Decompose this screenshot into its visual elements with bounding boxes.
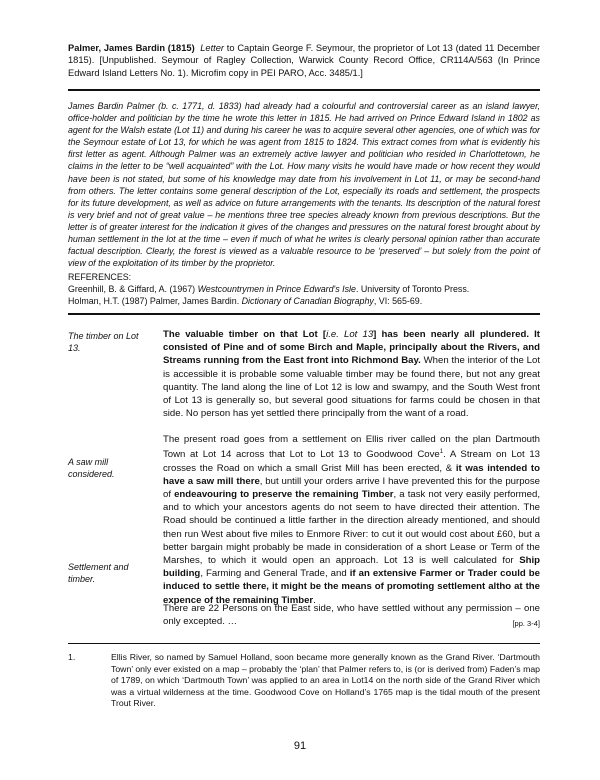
footnote-number: 1. [68,652,76,662]
margin-note-saw-mill: A saw mill considered. [68,457,115,480]
header-description: to Captain George F. Seymour, the proprietor of Lot 13 (dated 11 December 1815). [Unpublished. Seymour of Ragley Collection, Warwick County Record Office, CR114A/563 (In Prince Edward Island Letters No. 1). Microfim copy in PEI PARO, Acc. 3485/1.] [68,43,541,78]
paragraph-timber: The valuable timber on that Lot [i.e. Lot 13] has been nearly all plundered. It consisted of Pine and of some Birch and Maple, principally about the Rivers, and Streams running from the East front into Richmond Bay. When the interior of the Lot is accessible it is probable some valuable timber may be found there, but not any great quantity. The land along the line of Lot 12 is low and swampy, and the South West front of Lot 13 is generally so, but several good situations for farms could be chosen in that side. No person has yet settled there principally from the want of a road. [163,329,540,420]
page-number: 91 [293,740,307,752]
document-header [68,42,540,79]
margin-note-settlement: Settlement and timber. [68,562,129,585]
intro-paragraph: James Bardin Palmer (b. c. 1771, d. 1833) had already had a colourful and controversial career as an island lawyer, office-holder and politician by the time he wrote this letter in 1815. He had arrived on Prince Edward Island in 1802 as agent for the Walsh estate (Lot 11) and during his career he was to acquire several other agencies, one of which was for the Seymour estate of Lot 13, for which he was agent from 1815 to 1824. This extract comes from what is evidently his first letter as agent. Although Palmer was an extremely active lawyer and politician who resided in Charlottetown, he claims in the letter to be “well acquainted” with the Lot. How many visits he would have made or how recent they would have been is not stated, but some of his knowledge may date from his involvement in Lot 11, or may be second-hand from others. The letter contains some general description of the Lot, especially its roads and settlement, the prospects for its future development, as well as advice on future arrangements with the tenants. Its description of the natural forest is very brief and not of great value – he mentions three tree species already known from previous descriptions. But the letter is of greater interest for the indication it gives of the changes and pressures on the natural forest brought about by human settlement in the lot at the time – even if much of what he writes is clearly personal opinion rather than accurate factual description. Clearly, the forest is viewed as a valuable resource to be ‘preserved’ – but solely from the point of view of the exploitation of its timber by the proprietor. [68,101,540,269]
letter-label: Letter [200,43,225,53]
references-rule [68,313,540,315]
footnote-text: Ellis River, so named by Samuel Holland, soon became more generally known as the Grand River. ‘Dartmouth Town’ only ever existed on a map – probably the ‘plan’ that Palmer refers to, is (or is derived from) Faden’s map of 1789, on which ‘Dartmouth Town’ was applied to an area in Lot14 on the north side of the Grand River which was a virtual wilderness at the time. Goodwood Cove on Holland’s 1765 map is the tidal mouth of the present Trout River. [111,652,540,709]
references [68,271,540,307]
footnote-ref: 1 [439,449,444,456]
reference-item: Holman, H.T. (1987) Palmer, James Bardin. Dictionary of Canadian Biography, VI: 565-69. [68,296,423,307]
paragraph-road: The present road goes from a settlement on Ellis river called on the plan Dartmouth Town at Lot 14 across that Lot to Lot 13 to Goodwood Cove$^1$. A Stream on Lot 13 crosses the Road on which a small Grist Mill has been erected, & it was intended to have a saw mill there, but untill your orders arrive I have prevented this for the purpose of endeavouring to preserve the remaining Timber, a task not very easily performed, and to which your ancestors agents do not seem to have directed their attention. The Road should be continued a little farther in the direction already mentioned, and should then run West about five miles to Enmore River: to cut it out would cost about £60, but a better bargain might probably be made in consideration of a short Lease or Term of the Marshes, to which it would open an approach. Lot 13 is well calculated for Ship building, Farming and General Trade, and if an extensive Farmer or Trader could be induced to settle there, it might be the means of promoting settlement altho at the expence of the remaining Timber. [163,434,541,606]
references-heading: REFERENCES: [68,272,132,282]
margin-note-timber: The timber on Lot 13. [68,331,139,354]
footnote-rule [68,643,540,644]
paragraph-settlers: There are 22 Persons on the East side, who have settled without any permission – one only excepted. … [pp. 3-4] [163,602,540,630]
author-date: Palmer, James Bardin (1815) [68,43,195,53]
header-rule [68,89,540,91]
page-citation: [pp. 3-4] [512,619,540,629]
reference-item: Greenhill, B. & Giffard, A. (1967) Westcountrymen in Prince Edward's Isle. University of Toronto Press. [68,284,470,295]
